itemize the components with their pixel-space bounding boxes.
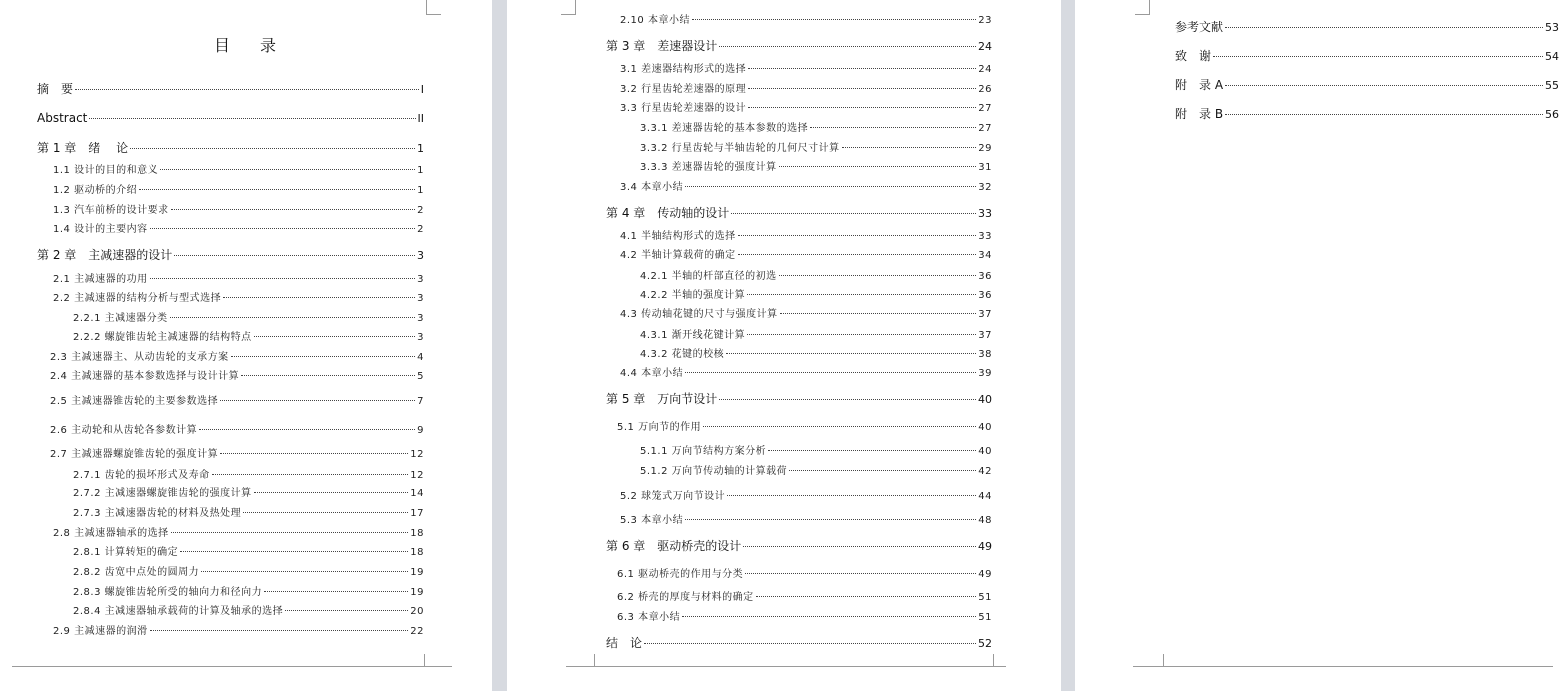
dot-leader: [199, 429, 415, 430]
toc-entry[interactable]: [640, 288, 992, 304]
dot-leader: [685, 519, 976, 520]
toc-entry-label: 1.3 汽车前桥的设计要求: [53, 205, 169, 216]
toc-entry-label: 第 1 章 绪 论: [37, 141, 129, 155]
toc-entry[interactable]: [620, 248, 992, 264]
toc-entry-label: 第 4 章 传动轴的设计: [606, 206, 730, 220]
dot-leader: [1225, 114, 1543, 115]
toc-entry-page-number: 12: [410, 449, 424, 460]
toc-entry[interactable]: [50, 369, 424, 385]
dot-leader: [748, 68, 976, 69]
toc-entry-label: 2.8.2 齿宽中点处的圆周力: [73, 567, 200, 578]
toc-entry-page-number: 18: [410, 528, 424, 539]
toc-entry-page-number: 3: [417, 313, 424, 324]
toc-entry[interactable]: [620, 180, 992, 196]
toc-entry-label: 4.4 本章小结: [620, 368, 684, 379]
toc-entry-label: 附 录 B: [1175, 107, 1224, 121]
toc-entry[interactable]: [620, 101, 992, 117]
dot-leader: [220, 453, 408, 454]
toc-entry[interactable]: [1175, 106, 1559, 123]
crop-mark: [561, 0, 576, 15]
toc-entry[interactable]: [640, 269, 992, 285]
document-page-3: [1075, 0, 1559, 691]
toc-entry-page-number: 12: [410, 470, 424, 481]
dot-leader: [719, 46, 976, 47]
dot-leader: [89, 118, 415, 119]
toc-entry-label: 3.3.2 行星齿轮与半轴齿轮的几何尺寸计算: [640, 143, 840, 154]
toc-entry[interactable]: [50, 447, 424, 463]
toc-entry-page-number: 23: [978, 15, 992, 26]
toc-entry-page-number: 42: [978, 466, 992, 477]
toc-entry[interactable]: [37, 110, 424, 127]
toc-entry-label: 第 5 章 万向节设计: [606, 392, 718, 406]
dot-leader: [810, 127, 976, 128]
dot-leader: [254, 492, 409, 493]
toc-entry-page-number: 53: [1545, 21, 1559, 34]
toc-entry-page-number: 27: [978, 103, 992, 114]
toc-entry[interactable]: [640, 464, 992, 480]
toc-entry-label: 结 论: [606, 636, 643, 650]
dot-leader: [703, 426, 976, 427]
toc-entry-label: 2.7.3 主减速器齿轮的材料及热处理: [73, 508, 242, 519]
toc-entry[interactable]: [53, 291, 424, 307]
toc-entry-page-number: 40: [978, 446, 992, 457]
toc-entry[interactable]: [1175, 77, 1559, 94]
toc-entry-label: 致 谢: [1175, 49, 1212, 63]
dot-leader: [254, 336, 416, 337]
toc-entry-page-number: 27: [978, 123, 992, 134]
toc-entry-label: 摘 要: [37, 82, 74, 96]
toc-entry[interactable]: [73, 545, 424, 561]
toc-entry[interactable]: [640, 347, 992, 363]
toc-entry[interactable]: [53, 222, 424, 238]
toc-entry-label: 第 2 章 主减速器的设计: [37, 248, 173, 262]
crop-mark: [1135, 0, 1150, 15]
toc-entry-label: 2.7.2 主减速器螺旋锥齿轮的强度计算: [73, 488, 252, 499]
toc-entry-page-number: 56: [1545, 108, 1559, 121]
toc-entry-label: 6.3 本章小结: [617, 612, 681, 623]
toc-entry-label: 3.1 差速器结构形式的选择: [620, 64, 747, 75]
dot-leader: [130, 148, 415, 149]
dot-leader: [685, 372, 976, 373]
toc-entry-page-number: 51: [978, 592, 992, 603]
toc-entry[interactable]: [617, 420, 992, 436]
dot-leader: [756, 596, 977, 597]
toc-entry-label: 参考文献: [1175, 20, 1224, 34]
toc-entry-page-number: 31: [978, 162, 992, 173]
dot-leader: [212, 474, 409, 475]
toc-entry[interactable]: [606, 538, 992, 555]
dot-leader: [738, 235, 977, 236]
toc-entry[interactable]: [617, 610, 992, 626]
toc-entry[interactable]: [606, 635, 992, 652]
toc-entry-label: 4.3.1 渐开线花键计算: [640, 330, 746, 341]
toc-entry[interactable]: [50, 350, 424, 366]
toc-entry-page-number: 14: [410, 488, 424, 499]
dot-leader: [150, 630, 409, 631]
toc-entry[interactable]: [1175, 48, 1559, 65]
toc-entry-page-number: 33: [978, 231, 992, 242]
toc-entry-page-number: 19: [410, 567, 424, 578]
toc-entry[interactable]: [640, 328, 992, 344]
toc-entry-page-number: 1: [417, 185, 424, 196]
toc-entry[interactable]: [73, 565, 424, 581]
toc-entry[interactable]: [37, 81, 424, 98]
toc-entry-page-number: 37: [978, 309, 992, 320]
toc-entry[interactable]: [73, 330, 424, 346]
toc-entry-label: 2.8.3 螺旋锥齿轮所受的轴向力和径向力: [73, 587, 263, 598]
toc-entry-label: 2.5 主减速器锥齿轮的主要参数选择: [50, 396, 219, 407]
dot-leader: [789, 470, 976, 471]
toc-entry-label: 2.7.1 齿轮的损坏形式及寿命: [73, 470, 210, 481]
toc-entry[interactable]: [73, 585, 424, 601]
dot-leader: [779, 166, 977, 167]
toc-entry-page-number: 32: [978, 182, 992, 193]
toc-entry-page-number: 55: [1545, 79, 1559, 92]
toc-entry[interactable]: [620, 489, 992, 505]
toc-entry-page-number: 2: [417, 205, 424, 216]
toc-entry-label: 2.10 本章小结: [620, 15, 690, 26]
dot-leader: [719, 399, 976, 400]
toc-entry-label: 2.3 主减速器主、从动齿轮的支承方案: [50, 352, 229, 363]
toc-entry-label: 3.3.3 差速器齿轮的强度计算: [640, 162, 777, 173]
toc-entry-page-number: 5: [417, 371, 424, 382]
crop-mark: [12, 654, 452, 667]
dot-leader: [692, 19, 976, 20]
toc-entry-page-number: 2: [417, 224, 424, 235]
toc-entry-page-number: 3: [417, 293, 424, 304]
dot-leader: [223, 297, 415, 298]
toc-entry-page-number: I: [420, 83, 424, 96]
toc-entry-page-number: 20: [410, 606, 424, 617]
toc-entry-label: 第 6 章 驱动桥壳的设计: [606, 539, 742, 553]
toc-entry-label: 2.8.1 计算转矩的确定: [73, 547, 179, 558]
toc-entry-page-number: 34: [978, 250, 992, 261]
toc-entry-page-number: 29: [978, 143, 992, 154]
dot-leader: [150, 278, 416, 279]
toc-entry[interactable]: [53, 163, 424, 179]
dot-leader: [1225, 85, 1543, 86]
toc-entry-label: 5.2 球笼式万向节设计: [620, 491, 726, 502]
toc-entry-page-number: 17: [410, 508, 424, 519]
dot-leader: [682, 616, 976, 617]
dot-leader: [780, 313, 977, 314]
toc-entry-label: 6.2 桥壳的厚度与材料的确定: [617, 592, 754, 603]
toc-entry[interactable]: [73, 604, 424, 620]
toc-entry-label: 第 3 章 差速器设计: [606, 39, 718, 53]
toc-entry[interactable]: [617, 567, 992, 583]
toc-entry-label: 2.6 主动轮和从齿轮各参数计算: [50, 425, 198, 436]
dot-leader: [241, 375, 415, 376]
toc-entry[interactable]: [620, 13, 992, 29]
toc-entry[interactable]: [640, 160, 992, 176]
toc-entry-page-number: 44: [978, 491, 992, 502]
toc-entry-page-number: 1: [417, 165, 424, 176]
toc-entry[interactable]: [620, 62, 992, 78]
dot-leader: [727, 495, 976, 496]
toc-entry[interactable]: [50, 394, 424, 410]
dot-leader: [139, 189, 415, 190]
toc-entry-label: 4.2 半轴计算载荷的确定: [620, 250, 736, 261]
toc-entry-page-number: 19: [410, 587, 424, 598]
toc-entry[interactable]: [37, 247, 424, 264]
dot-leader: [842, 147, 977, 148]
toc-entry-page-number: 37: [978, 330, 992, 341]
dot-leader: [726, 353, 976, 354]
dot-leader: [748, 88, 976, 89]
toc-entry-page-number: 54: [1545, 50, 1559, 63]
dot-leader: [285, 610, 408, 611]
toc-entry-page-number: 3: [417, 332, 424, 343]
toc-entry-page-number: 36: [978, 271, 992, 282]
toc-entry-page-number: 36: [978, 290, 992, 301]
toc-entry-label: 5.1.1 万向节结构方案分析: [640, 446, 767, 457]
toc-entry-page-number: 4: [417, 352, 424, 363]
toc-entry[interactable]: [640, 121, 992, 137]
dot-leader: [220, 400, 415, 401]
toc-entry-label: 附 录 A: [1175, 78, 1224, 92]
dot-leader: [685, 186, 976, 187]
toc-entry-label: 2.1 主减速器的功用: [53, 274, 148, 285]
toc-entry-page-number: 40: [978, 422, 992, 433]
toc-entry[interactable]: [73, 311, 424, 327]
dot-leader: [644, 643, 976, 644]
toc-entry-label: 2.8.4 主减速器轴承载荷的计算及轴承的选择: [73, 606, 284, 617]
dot-leader: [174, 255, 415, 256]
crop-mark: [993, 654, 1008, 666]
toc-entry[interactable]: [620, 229, 992, 245]
toc-entry[interactable]: [73, 506, 424, 522]
dot-leader: [180, 551, 408, 552]
toc-entry-page-number: 3: [417, 249, 424, 262]
dot-leader: [1213, 56, 1543, 57]
dot-leader: [170, 317, 416, 318]
toc-entry-page-number: 40: [978, 393, 992, 406]
toc-entry-page-number: 24: [978, 64, 992, 75]
toc-entry-label: 2.2.1 主减速器分类: [73, 313, 168, 324]
toc-entry-label: 2.2 主减速器的结构分析与型式选择: [53, 293, 222, 304]
toc-entry-label: 3.3.1 差速器齿轮的基本参数的选择: [640, 123, 809, 134]
crop-mark: [1133, 654, 1553, 667]
toc-entry[interactable]: [606, 391, 992, 408]
toc-entry-page-number: II: [417, 112, 424, 125]
document-page-1: [0, 0, 492, 691]
toc-entry-page-number: 1: [417, 142, 424, 155]
toc-entry-label: 2.2.2 螺旋锥齿轮主减速器的结构特点: [73, 332, 252, 343]
toc-entry-label: 2.4 主减速器的基本参数选择与设计计算: [50, 371, 240, 382]
toc-entry-label: 5.3 本章小结: [620, 515, 684, 526]
dot-leader: [243, 512, 408, 513]
dot-leader: [731, 213, 976, 214]
dot-leader: [264, 591, 408, 592]
toc-entry-label: 4.3.2 花键的校核: [640, 349, 725, 360]
toc-entry-label: 6.1 驱动桥壳的作用与分类: [617, 569, 744, 580]
dot-leader: [747, 334, 976, 335]
toc-entry[interactable]: [620, 307, 992, 323]
dot-leader: [171, 532, 409, 533]
toc-entry[interactable]: [53, 272, 424, 288]
dot-leader: [747, 294, 976, 295]
toc-entry-label: 4.2.1 半轴的杆部直径的初选: [640, 271, 777, 282]
toc-entry-page-number: 39: [978, 368, 992, 379]
dot-leader: [160, 169, 415, 170]
crop-mark: [580, 654, 595, 666]
dot-leader: [171, 209, 416, 210]
toc-entry-label: Abstract: [37, 111, 88, 125]
dot-leader: [231, 356, 416, 357]
dot-leader: [779, 275, 977, 276]
toc-entry-label: 3.4 本章小结: [620, 182, 684, 193]
toc-entry-label: 4.2.2 半轴的强度计算: [640, 290, 746, 301]
toc-entry-label: 2.9 主减速器的润滑: [53, 626, 148, 637]
toc-entry-page-number: 52: [978, 637, 992, 650]
toc-entry[interactable]: [606, 38, 992, 55]
toc-entry-label: 3.3 行星齿轮差速器的设计: [620, 103, 747, 114]
toc-entry-label: 1.2 驱动桥的介绍: [53, 185, 138, 196]
toc-entry[interactable]: [620, 513, 992, 529]
dot-leader: [745, 573, 976, 574]
crop-mark: [566, 654, 1006, 667]
dot-leader: [1225, 27, 1543, 28]
toc-entry[interactable]: [37, 140, 424, 157]
toc-entry-page-number: 3: [417, 274, 424, 285]
toc-entry-label: 5.1 万向节的作用: [617, 422, 702, 433]
toc-entry-page-number: 49: [978, 569, 992, 580]
toc-entry-label: 2.8 主减速器轴承的选择: [53, 528, 169, 539]
toc-entry-label: 1.4 设计的主要内容: [53, 224, 148, 235]
page-title: 目 录: [213, 36, 279, 55]
toc-entry-page-number: 51: [978, 612, 992, 623]
toc-entry[interactable]: [73, 486, 424, 502]
toc-entry-page-number: 48: [978, 515, 992, 526]
toc-entry[interactable]: [53, 526, 424, 542]
dot-leader: [743, 546, 976, 547]
toc-entry[interactable]: [1175, 19, 1559, 36]
toc-entry-label: 4.1 半轴结构形式的选择: [620, 231, 736, 242]
toc-entry[interactable]: [640, 444, 992, 460]
toc-entry-page-number: 22: [410, 626, 424, 637]
crop-mark: [1149, 654, 1164, 666]
toc-entry[interactable]: [50, 423, 424, 439]
toc-entry-page-number: 7: [417, 396, 424, 407]
toc-entry-page-number: 26: [978, 84, 992, 95]
crop-mark: [426, 0, 441, 15]
toc-entry-page-number: 18: [410, 547, 424, 558]
dot-leader: [150, 228, 416, 229]
dot-leader: [75, 89, 419, 90]
toc-entry[interactable]: [640, 141, 992, 157]
document-page-2: [507, 0, 1061, 691]
dot-leader: [738, 254, 977, 255]
toc-entry-page-number: 24: [978, 40, 992, 53]
toc-entry-page-number: 38: [978, 349, 992, 360]
toc-entry-page-number: 9: [417, 425, 424, 436]
toc-entry[interactable]: [53, 203, 424, 219]
toc-entry[interactable]: [73, 468, 424, 484]
toc-entry-label: 3.2 行星齿轮差速器的原理: [620, 84, 747, 95]
toc-entry[interactable]: [620, 366, 992, 382]
toc-entry[interactable]: [606, 205, 992, 222]
crop-mark: [424, 654, 441, 666]
toc-entry-label: 5.1.2 万向节传动轴的计算载荷: [640, 466, 788, 477]
toc-entry-page-number: 33: [978, 207, 992, 220]
toc-entry[interactable]: [53, 624, 424, 640]
toc-entry-label: 1.1 设计的目的和意义: [53, 165, 159, 176]
toc-entry[interactable]: [620, 82, 992, 98]
toc-entry[interactable]: [617, 590, 992, 606]
dot-leader: [748, 107, 976, 108]
toc-entry-label: 2.7 主减速器螺旋锥齿轮的强度计算: [50, 449, 219, 460]
toc-entry-page-number: 49: [978, 540, 992, 553]
toc-entry[interactable]: [53, 183, 424, 199]
dot-leader: [768, 450, 976, 451]
toc-entry-label: 4.3 传动轴花键的尺寸与强度计算: [620, 309, 778, 320]
dot-leader: [201, 571, 408, 572]
